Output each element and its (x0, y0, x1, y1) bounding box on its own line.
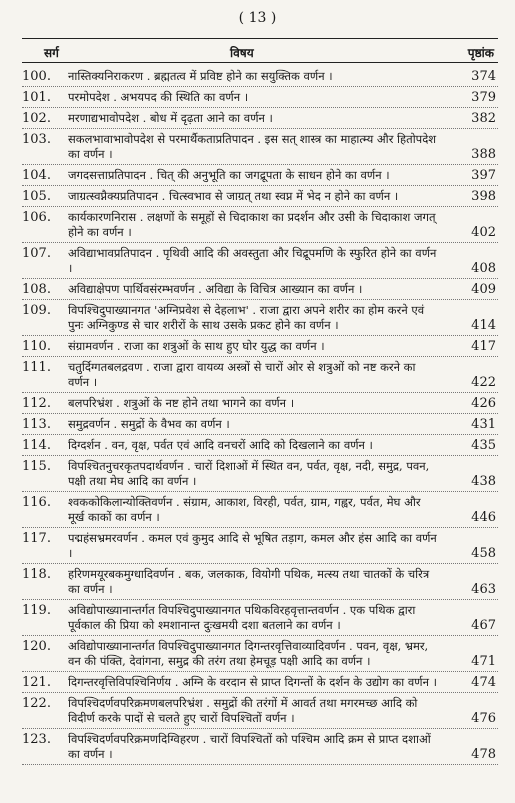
chapter-number: 101. (22, 90, 51, 105)
page-number-cell: 458 (471, 546, 496, 561)
page-number-cell: 408 (471, 261, 496, 276)
header-top-rule (22, 38, 498, 39)
chapter-number: 121. (22, 675, 51, 690)
chapter-number: 119. (22, 603, 51, 618)
table-row (22, 564, 498, 600)
table-row (22, 693, 498, 729)
page-number-cell: 422 (471, 375, 496, 390)
chapter-description: विपश्चिदर्णवपरिक्रमणदिग्विहरण . चारों विपश्चितों को पश्चिम आदि क्रम से प्राप्त दशाओं का वर्णन । (68, 732, 431, 761)
column-header-sarg: सर्ग (44, 46, 59, 60)
column-header-page: पृष्ठांक (467, 46, 494, 60)
table-row (22, 492, 498, 528)
page-number-cell: 474 (471, 675, 496, 690)
chapter-number: 106. (22, 210, 51, 225)
chapter-number: 122. (22, 696, 51, 711)
page-number-cell: 471 (471, 654, 496, 669)
table-row (22, 87, 498, 108)
page-number-cell: 379 (471, 90, 496, 105)
chapter-number: 110. (22, 339, 51, 354)
chapter-description: बलपरिभ्रंश . शत्रुओं के नष्ट होने तथा भागने का वर्णन । (68, 396, 295, 410)
chapter-description: विपश्चिदुपाख्यानगत 'अग्निप्रवेश से देहलाभ' . राजा द्वारा अपने शरीर का होम करने एवं पुनः अग्निकुण्ड से चार शरीरों के साथ उसके प्रकट होने का वर्णन । (68, 303, 425, 332)
page-number-cell: 414 (471, 318, 496, 333)
column-header-vishay: विषय (230, 46, 254, 60)
table-header (20, 40, 498, 62)
chapter-description: समुद्रवर्णन . समुद्रों के वैभव का वर्णन । (68, 417, 230, 431)
table-row (22, 600, 498, 636)
chapter-number: 112. (22, 396, 51, 411)
page-number-cell: 374 (471, 69, 496, 84)
chapter-number: 117. (22, 531, 51, 546)
chapter-description: अविद्याभावप्रतिपादन . पृथिवी आदि की अवस्तुता और चिद्रूपमणि के स्फुरित होने का वर्णन । (68, 246, 437, 275)
chapter-description: अविद्योपाख्यानान्तर्गत विपश्चिदुपाख्यानगत दिगन्तरवृत्तिवाव्यादिवर्णन . पवन, वृक्ष, भ्रमर, वन की पंक्ति, देवांगना, समुद्र की तरंग तथा हेमचूड़ पक्षी आदि का वर्णन । (68, 639, 429, 668)
chapter-description: अविद्योपाख्यानान्तर्गत विपश्चिदुपाख्यानगत पथिकविरहवृत्तान्तवर्णन . एक पथिक द्वारा पूर्वकाल की प्रिया को श्मशानान्त दुःखमयी दशा बतलाने का वर्णन । (68, 603, 416, 632)
table-row (22, 528, 498, 564)
chapter-number: 118. (22, 567, 51, 582)
chapter-number: 116. (22, 495, 51, 510)
chapter-number: 107. (22, 246, 51, 261)
chapter-description: अविद्याक्षेपण पार्थिवसंरम्भवर्णन . अविद्या के विचित्र आख्यान का वर्णन । (68, 282, 363, 296)
table-row (22, 279, 498, 300)
table-row (22, 393, 498, 414)
chapter-description: हरिणमयूरबकमुग्धादिवर्णन . बक, जलकाक, वियोगी पथिक, मत्स्य तथा चातकों के चरित्र का वर्णन । (68, 567, 430, 596)
table-row (22, 414, 498, 435)
page-number: ( 13 ) (238, 10, 277, 26)
chapter-number: 102. (22, 111, 51, 126)
chapter-description: दिगन्तरवृत्तिविपश्चिनिर्णय . अग्नि के वरदान से प्राप्त दिगन्तों के दर्शन के उद्योग का वर्णन । (68, 675, 437, 689)
table-row (22, 729, 498, 765)
table-row (22, 435, 498, 456)
chapter-number: 111. (22, 360, 51, 375)
page-number-cell: 426 (471, 396, 496, 411)
chapter-description: विपश्चिदर्णवपरिक्रमणबलपरिभ्रंश . समुद्रों की तरंगों में आवर्त तथा मगरमच्छ आदि को विदीर्ण करके पादों से चलते हुए चारों विपश्चितों वर्णन । (68, 696, 418, 725)
table-row (22, 108, 498, 129)
chapter-description: संग्रामवर्णन . राजा का शत्रुओं के साथ हुए घोर युद्ध का वर्णन । (68, 339, 325, 353)
chapter-number: 113. (22, 417, 51, 432)
page-number-cell: 417 (471, 339, 496, 354)
chapter-number: 114. (22, 438, 51, 453)
page-number-cell: 435 (471, 438, 496, 453)
table-row (22, 456, 498, 492)
chapter-number: 109. (22, 303, 51, 318)
chapter-description: सकलभावाभावोपदेश से परमार्थैकताप्रतिपादन . इस सत् शास्त्र का माहात्म्य और हितोपदेश का वर्णन । (68, 132, 437, 161)
table-row (22, 66, 498, 87)
chapter-description: परमोपदेश . अभयपद की स्थिति का वर्णन । (68, 90, 249, 104)
table-row (22, 636, 498, 672)
header-bottom-rule (22, 62, 498, 63)
page-number-cell: 397 (471, 168, 496, 183)
chapter-number: 120. (22, 639, 51, 654)
chapter-number: 108. (22, 282, 51, 297)
table-row (22, 129, 498, 165)
chapter-number: 100. (22, 69, 51, 84)
chapter-description: चतुर्दिग्गतबलद्रवण . राजा द्वारा वायव्य अस्त्रों से चारों ओर से शत्रुओं को नष्ट करने का वर्णन । (68, 360, 416, 389)
table-row (22, 300, 498, 336)
table-row (22, 207, 498, 243)
page-number-cell: 478 (471, 747, 496, 762)
page-number-cell: 431 (471, 417, 496, 432)
chapter-number: 105. (22, 189, 51, 204)
page-number-cell: 398 (471, 189, 496, 204)
chapter-description: विपश्चितनुचरकृतपदार्थवर्णन . चारों दिशाओं में स्थित वन, पर्वत, वृक्ष, नदी, समुद्र, पवन, पक्षी तथा मेघ आदि का वर्णन । (68, 459, 430, 488)
table-row (22, 186, 498, 207)
page-number-cell: 476 (471, 711, 496, 726)
chapter-description: कार्यकारणनिरास . लक्षणों के समूहों से चिदाकाश का प्रदर्शन और उसी के चिदाकाश जगत् होने का वर्णन । (68, 210, 436, 239)
chapter-description: जाग्रत्स्वप्नैक्यप्रतिपादन . चित्स्वभाव से जाग्रत् तथा स्वप्न में भेद न होने का वर्णन । (68, 189, 399, 203)
chapter-number: 103. (22, 132, 51, 147)
page-number-cell: 382 (471, 111, 496, 126)
page-number-cell: 409 (471, 282, 496, 297)
page-number-cell: 438 (471, 474, 496, 489)
chapter-description: पद्महंसभ्रमरवर्णन . कमल एवं कुमुद आदि से भूषित तड़ाग, कमल और हंस आदि का वर्णन । (68, 531, 437, 560)
page-number-cell: 463 (471, 582, 496, 597)
table-row (22, 357, 498, 393)
table-row (22, 165, 498, 186)
page-number-cell: 467 (471, 618, 496, 633)
contents-table (22, 66, 498, 765)
chapter-description: नास्तिक्यनिराकरण . ब्रह्मतत्व में प्रविष्ट होने का सयुक्तिक वर्णन । (68, 69, 333, 83)
page-number-cell: 446 (471, 510, 496, 525)
page-number-cell: 388 (471, 147, 496, 162)
table-row (22, 672, 498, 693)
chapter-description: दिग्दर्शन . वन, वृक्ष, पर्वत एवं आदि वनचरों आदि को दिखलाने का वर्णन । (68, 438, 373, 452)
chapter-description: श्वककोकिलान्योक्तिवर्णन . संग्राम, आकाश, विरही, पर्वत, ग्राम, गह्वर, पर्वत, मेघ और मूर्ख काकों का वर्णन । (68, 495, 421, 524)
chapter-number: 115. (22, 459, 51, 474)
table-row (22, 243, 498, 279)
chapter-number: 104. (22, 168, 51, 183)
page-number-cell: 402 (471, 225, 496, 240)
chapter-description: मरणाद्यभावोपदेश . बोध में दृढ़ता आने का वर्णन । (68, 111, 273, 125)
chapter-number: 123. (22, 732, 51, 747)
chapter-description: जगदसत्ताप्रतिपादन . चित् की अनुभूति का जगद्रूपता के साधन होने का वर्णन । (68, 168, 390, 182)
table-row (22, 336, 498, 357)
